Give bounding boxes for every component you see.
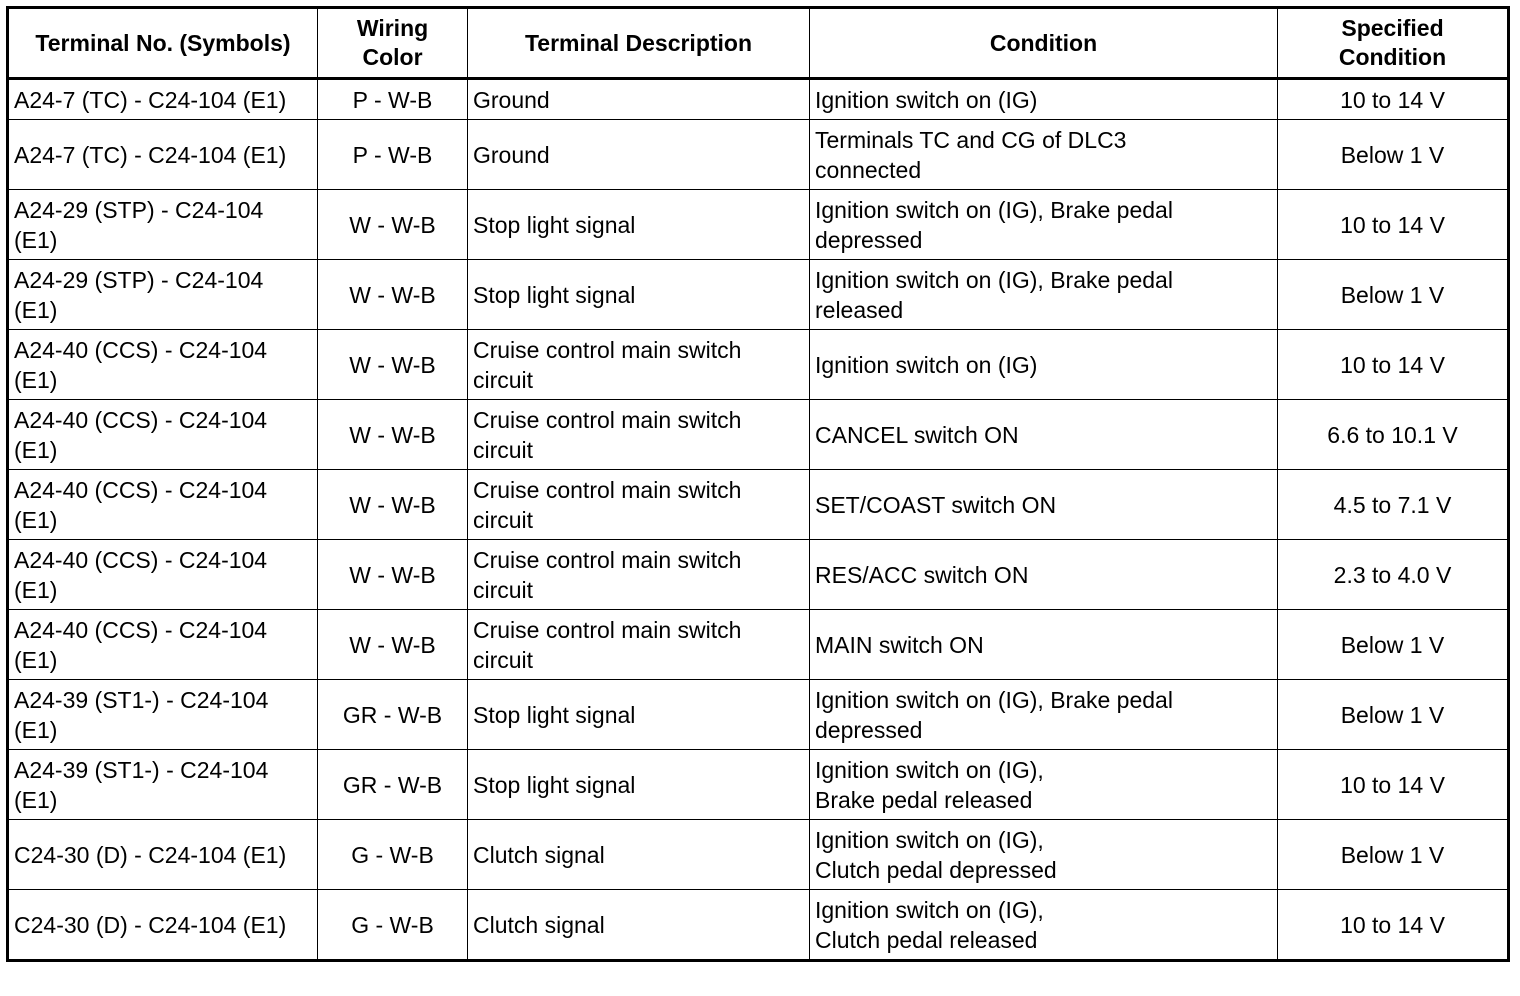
header-wiring-color: Wiring Color bbox=[318, 8, 468, 79]
cell-condition: Ignition switch on (IG), Brake pedal depressed bbox=[810, 680, 1278, 750]
header-specified-condition: Specified Condition bbox=[1278, 8, 1509, 79]
cell-terminal: A24-29 (STP) - C24-104 (E1) bbox=[8, 190, 318, 260]
cell-condition: SET/COAST switch ON bbox=[810, 470, 1278, 540]
cell-description: Stop light signal bbox=[468, 190, 810, 260]
cell-terminal: A24-40 (CCS) - C24-104 (E1) bbox=[8, 540, 318, 610]
table-row bbox=[8, 750, 1509, 820]
table-row bbox=[8, 470, 1509, 540]
cell-description: Stop light signal bbox=[468, 680, 810, 750]
cell-condition: Ignition switch on (IG) bbox=[810, 79, 1278, 120]
cell-condition: Ignition switch on (IG), Brake pedal released bbox=[810, 750, 1278, 820]
cell-wiring-color: GR - W-B bbox=[318, 680, 468, 750]
cell-terminal: A24-39 (ST1-) - C24-104 (E1) bbox=[8, 750, 318, 820]
cell-wiring-color: GR - W-B bbox=[318, 750, 468, 820]
cell-condition: MAIN switch ON bbox=[810, 610, 1278, 680]
cell-specified-condition: 10 to 14 V bbox=[1278, 330, 1509, 400]
table-row bbox=[8, 190, 1509, 260]
cell-specified-condition: 10 to 14 V bbox=[1278, 750, 1509, 820]
cell-specified-condition: 10 to 14 V bbox=[1278, 79, 1509, 120]
table-row bbox=[8, 260, 1509, 330]
cell-specified-condition: Below 1 V bbox=[1278, 120, 1509, 190]
cell-wiring-color: W - W-B bbox=[318, 190, 468, 260]
cell-specified-condition: 2.3 to 4.0 V bbox=[1278, 540, 1509, 610]
cell-specified-condition: Below 1 V bbox=[1278, 680, 1509, 750]
table-row bbox=[8, 400, 1509, 470]
cell-condition: Ignition switch on (IG), Brake pedal released bbox=[810, 260, 1278, 330]
header-terminal-description: Terminal Description bbox=[468, 8, 810, 79]
table-row bbox=[8, 890, 1509, 961]
cell-specified-condition: 6.6 to 10.1 V bbox=[1278, 400, 1509, 470]
cell-wiring-color: W - W-B bbox=[318, 470, 468, 540]
cell-terminal: C24-30 (D) - C24-104 (E1) bbox=[8, 890, 318, 961]
cell-description: Cruise control main switch circuit bbox=[468, 540, 810, 610]
table-row bbox=[8, 330, 1509, 400]
header-terminal-no: Terminal No. (Symbols) bbox=[8, 8, 318, 79]
cell-wiring-color: P - W-B bbox=[318, 120, 468, 190]
cell-condition: Ignition switch on (IG), Clutch pedal depressed bbox=[810, 820, 1278, 890]
cell-terminal: A24-7 (TC) - C24-104 (E1) bbox=[8, 79, 318, 120]
cell-wiring-color: W - W-B bbox=[318, 260, 468, 330]
terminal-table-container bbox=[6, 6, 1510, 962]
table-header-row bbox=[8, 8, 1509, 79]
cell-description: Ground bbox=[468, 79, 810, 120]
cell-condition: Ignition switch on (IG) bbox=[810, 330, 1278, 400]
cell-terminal: A24-40 (CCS) - C24-104 (E1) bbox=[8, 470, 318, 540]
cell-description: Ground bbox=[468, 120, 810, 190]
cell-description: Cruise control main switch circuit bbox=[468, 610, 810, 680]
cell-terminal: C24-30 (D) - C24-104 (E1) bbox=[8, 820, 318, 890]
header-condition: Condition bbox=[810, 8, 1278, 79]
table-row bbox=[8, 79, 1509, 120]
cell-description: Cruise control main switch circuit bbox=[468, 330, 810, 400]
cell-condition: Ignition switch on (IG), Clutch pedal released bbox=[810, 890, 1278, 961]
cell-specified-condition: 4.5 to 7.1 V bbox=[1278, 470, 1509, 540]
table-row bbox=[8, 540, 1509, 610]
cell-terminal: A24-40 (CCS) - C24-104 (E1) bbox=[8, 610, 318, 680]
table-row bbox=[8, 820, 1509, 890]
cell-condition: RES/ACC switch ON bbox=[810, 540, 1278, 610]
cell-description: Clutch signal bbox=[468, 820, 810, 890]
cell-wiring-color: W - W-B bbox=[318, 330, 468, 400]
table-row bbox=[8, 680, 1509, 750]
cell-specified-condition: 10 to 14 V bbox=[1278, 190, 1509, 260]
cell-description: Clutch signal bbox=[468, 890, 810, 961]
cell-description: Cruise control main switch circuit bbox=[468, 470, 810, 540]
cell-description: Cruise control main switch circuit bbox=[468, 400, 810, 470]
cell-specified-condition: Below 1 V bbox=[1278, 260, 1509, 330]
cell-terminal: A24-7 (TC) - C24-104 (E1) bbox=[8, 120, 318, 190]
cell-description: Stop light signal bbox=[468, 260, 810, 330]
cell-wiring-color: G - W-B bbox=[318, 820, 468, 890]
cell-terminal: A24-39 (ST1-) - C24-104 (E1) bbox=[8, 680, 318, 750]
cell-specified-condition: Below 1 V bbox=[1278, 820, 1509, 890]
table-row bbox=[8, 610, 1509, 680]
cell-wiring-color: P - W-B bbox=[318, 79, 468, 120]
cell-wiring-color: W - W-B bbox=[318, 540, 468, 610]
cell-description: Stop light signal bbox=[468, 750, 810, 820]
cell-condition: Terminals TC and CG of DLC3 connected bbox=[810, 120, 1278, 190]
cell-terminal: A24-29 (STP) - C24-104 (E1) bbox=[8, 260, 318, 330]
cell-wiring-color: W - W-B bbox=[318, 400, 468, 470]
cell-wiring-color: G - W-B bbox=[318, 890, 468, 961]
cell-specified-condition: 10 to 14 V bbox=[1278, 890, 1509, 961]
cell-terminal: A24-40 (CCS) - C24-104 (E1) bbox=[8, 330, 318, 400]
cell-condition: Ignition switch on (IG), Brake pedal depressed bbox=[810, 190, 1278, 260]
cell-wiring-color: W - W-B bbox=[318, 610, 468, 680]
terminal-spec-table bbox=[6, 6, 1510, 962]
table-row bbox=[8, 120, 1509, 190]
cell-terminal: A24-40 (CCS) - C24-104 (E1) bbox=[8, 400, 318, 470]
cell-specified-condition: Below 1 V bbox=[1278, 610, 1509, 680]
cell-condition: CANCEL switch ON bbox=[810, 400, 1278, 470]
